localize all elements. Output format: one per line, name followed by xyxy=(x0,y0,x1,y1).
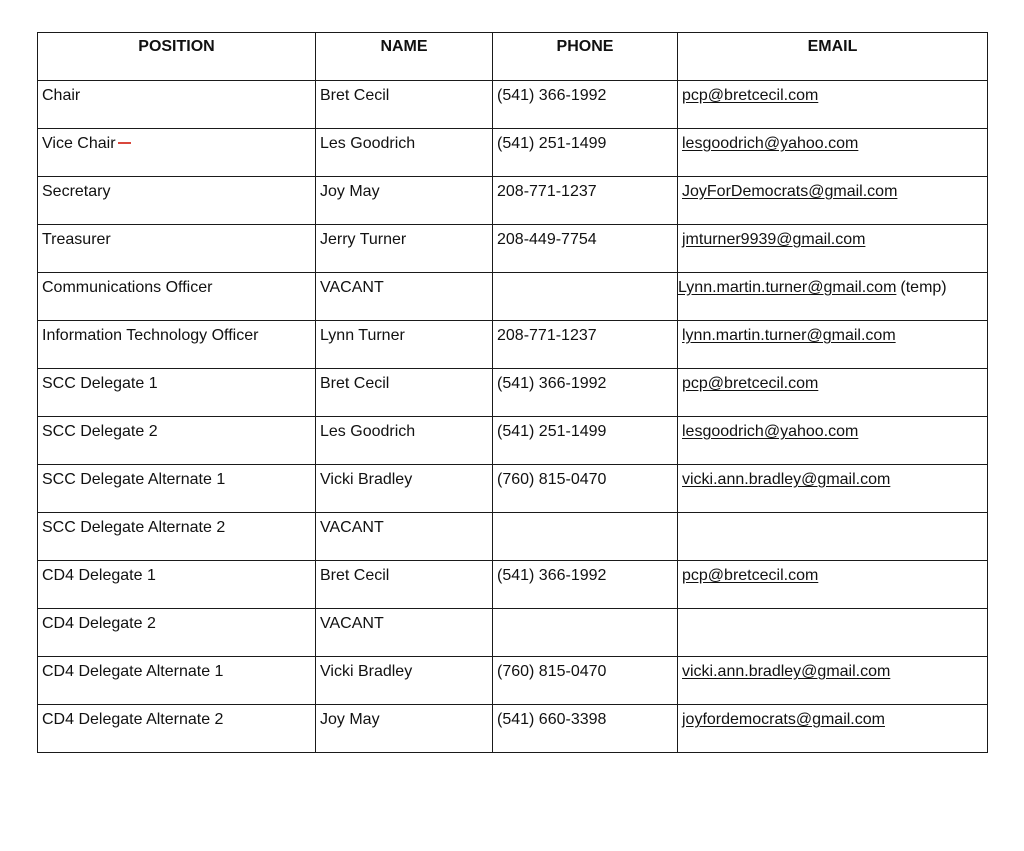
email-cell xyxy=(678,657,988,705)
name-cell: Joy May xyxy=(316,705,493,753)
email-link[interactable]: pcp@bretcecil.com xyxy=(682,567,819,584)
name-cell: VACANT xyxy=(316,609,493,657)
position-text: Chair xyxy=(42,87,81,104)
email-link[interactable]: jmturner9939@gmail.com xyxy=(682,231,866,248)
position-text: Treasurer xyxy=(42,231,111,248)
phone-cell: (541) 660-3398 xyxy=(493,705,678,753)
email-cell xyxy=(678,225,988,273)
table-row xyxy=(38,129,988,177)
phone-cell: 208-771-1237 xyxy=(493,321,678,369)
phone-cell: 208-449-7754 xyxy=(493,225,678,273)
table-row xyxy=(38,465,988,513)
position-text: SCC Delegate Alternate 1 xyxy=(42,471,226,488)
name-cell: VACANT xyxy=(316,513,493,561)
position-text: Communications Officer xyxy=(42,279,213,296)
table-row xyxy=(38,273,988,321)
position-cell xyxy=(38,129,316,177)
position-cell xyxy=(38,513,316,561)
position-text: Secretary xyxy=(42,183,111,200)
email-cell xyxy=(678,81,988,129)
phone-cell: (760) 815-0470 xyxy=(493,465,678,513)
email-cell xyxy=(678,129,988,177)
phone-cell xyxy=(493,513,678,561)
name-cell: Les Goodrich xyxy=(316,129,493,177)
position-text: Vice Chair xyxy=(42,135,116,152)
phone-cell: (541) 366-1992 xyxy=(493,561,678,609)
name-cell: VACANT xyxy=(316,273,493,321)
position-text: CD4 Delegate Alternate 2 xyxy=(42,711,224,728)
position-cell xyxy=(38,417,316,465)
phone-cell xyxy=(493,273,678,321)
email-link[interactable]: vicki.ann.bradley@gmail.com xyxy=(682,471,891,488)
position-text: Information Technology Officer xyxy=(42,327,259,344)
email-link[interactable]: pcp@bretcecil.com xyxy=(682,87,819,104)
name-cell: Jerry Turner xyxy=(316,225,493,273)
table-row xyxy=(38,225,988,273)
table-row xyxy=(38,177,988,225)
email-cell xyxy=(678,513,988,561)
email-cell xyxy=(678,609,988,657)
name-cell: Bret Cecil xyxy=(316,369,493,417)
email-cell xyxy=(678,705,988,753)
name-cell: Vicki Bradley xyxy=(316,657,493,705)
email-cell xyxy=(678,369,988,417)
name-cell: Les Goodrich xyxy=(316,417,493,465)
position-cell xyxy=(38,465,316,513)
phone-cell: (541) 366-1992 xyxy=(493,81,678,129)
name-cell: Lynn Turner xyxy=(316,321,493,369)
phone-cell: (760) 815-0470 xyxy=(493,657,678,705)
phone-cell: (541) 251-1499 xyxy=(493,417,678,465)
position-cell xyxy=(38,657,316,705)
email-cell xyxy=(678,417,988,465)
table-row xyxy=(38,705,988,753)
email-link[interactable]: joyfordemocrats@gmail.com xyxy=(682,711,885,728)
email-link[interactable]: vicki.ann.bradley@gmail.com xyxy=(682,663,891,680)
position-cell xyxy=(38,609,316,657)
header-email: EMAIL xyxy=(678,33,988,81)
position-cell xyxy=(38,225,316,273)
email-cell xyxy=(678,177,988,225)
phone-cell xyxy=(493,609,678,657)
position-cell xyxy=(38,273,316,321)
table-row xyxy=(38,513,988,561)
position-cell xyxy=(38,369,316,417)
position-text: CD4 Delegate Alternate 1 xyxy=(42,663,224,680)
email-link[interactable]: pcp@bretcecil.com xyxy=(682,375,819,392)
email-note: (temp) xyxy=(900,279,947,296)
table-row xyxy=(38,417,988,465)
email-link[interactable]: lynn.martin.turner@gmail.com xyxy=(682,327,896,344)
header-position: POSITION xyxy=(38,33,316,81)
email-link[interactable]: Lynn.martin.turner@gmail.com xyxy=(678,279,897,296)
officers-table xyxy=(37,32,988,753)
position-cell xyxy=(38,81,316,129)
name-cell: Bret Cecil xyxy=(316,561,493,609)
email-link[interactable]: JoyForDemocrats@gmail.com xyxy=(682,183,898,200)
table-row xyxy=(38,369,988,417)
table-row xyxy=(38,321,988,369)
position-cell xyxy=(38,705,316,753)
header-name: NAME xyxy=(316,33,493,81)
email-cell xyxy=(678,321,988,369)
position-text: SCC Delegate 2 xyxy=(42,423,158,440)
header-row xyxy=(38,33,988,81)
position-text: SCC Delegate 1 xyxy=(42,375,158,392)
phone-cell: 208-771-1237 xyxy=(493,177,678,225)
table-row xyxy=(38,561,988,609)
table-row xyxy=(38,657,988,705)
name-cell: Joy May xyxy=(316,177,493,225)
phone-cell: (541) 251-1499 xyxy=(493,129,678,177)
table-row xyxy=(38,81,988,129)
phone-cell: (541) 366-1992 xyxy=(493,369,678,417)
position-text: CD4 Delegate 2 xyxy=(42,615,156,632)
table-row xyxy=(38,609,988,657)
email-cell xyxy=(678,561,988,609)
position-text: SCC Delegate Alternate 2 xyxy=(42,519,226,536)
name-cell: Bret Cecil xyxy=(316,81,493,129)
email-link[interactable]: lesgoodrich@yahoo.com xyxy=(682,423,859,440)
name-cell: Vicki Bradley xyxy=(316,465,493,513)
table-body xyxy=(38,81,988,753)
position-text: CD4 Delegate 1 xyxy=(42,567,156,584)
email-link[interactable]: lesgoodrich@yahoo.com xyxy=(682,135,859,152)
email-cell xyxy=(678,273,988,321)
position-cell xyxy=(38,321,316,369)
email-cell xyxy=(678,465,988,513)
position-cell xyxy=(38,177,316,225)
header-phone: PHONE xyxy=(493,33,678,81)
tracked-change-mark xyxy=(118,142,131,144)
position-cell xyxy=(38,561,316,609)
